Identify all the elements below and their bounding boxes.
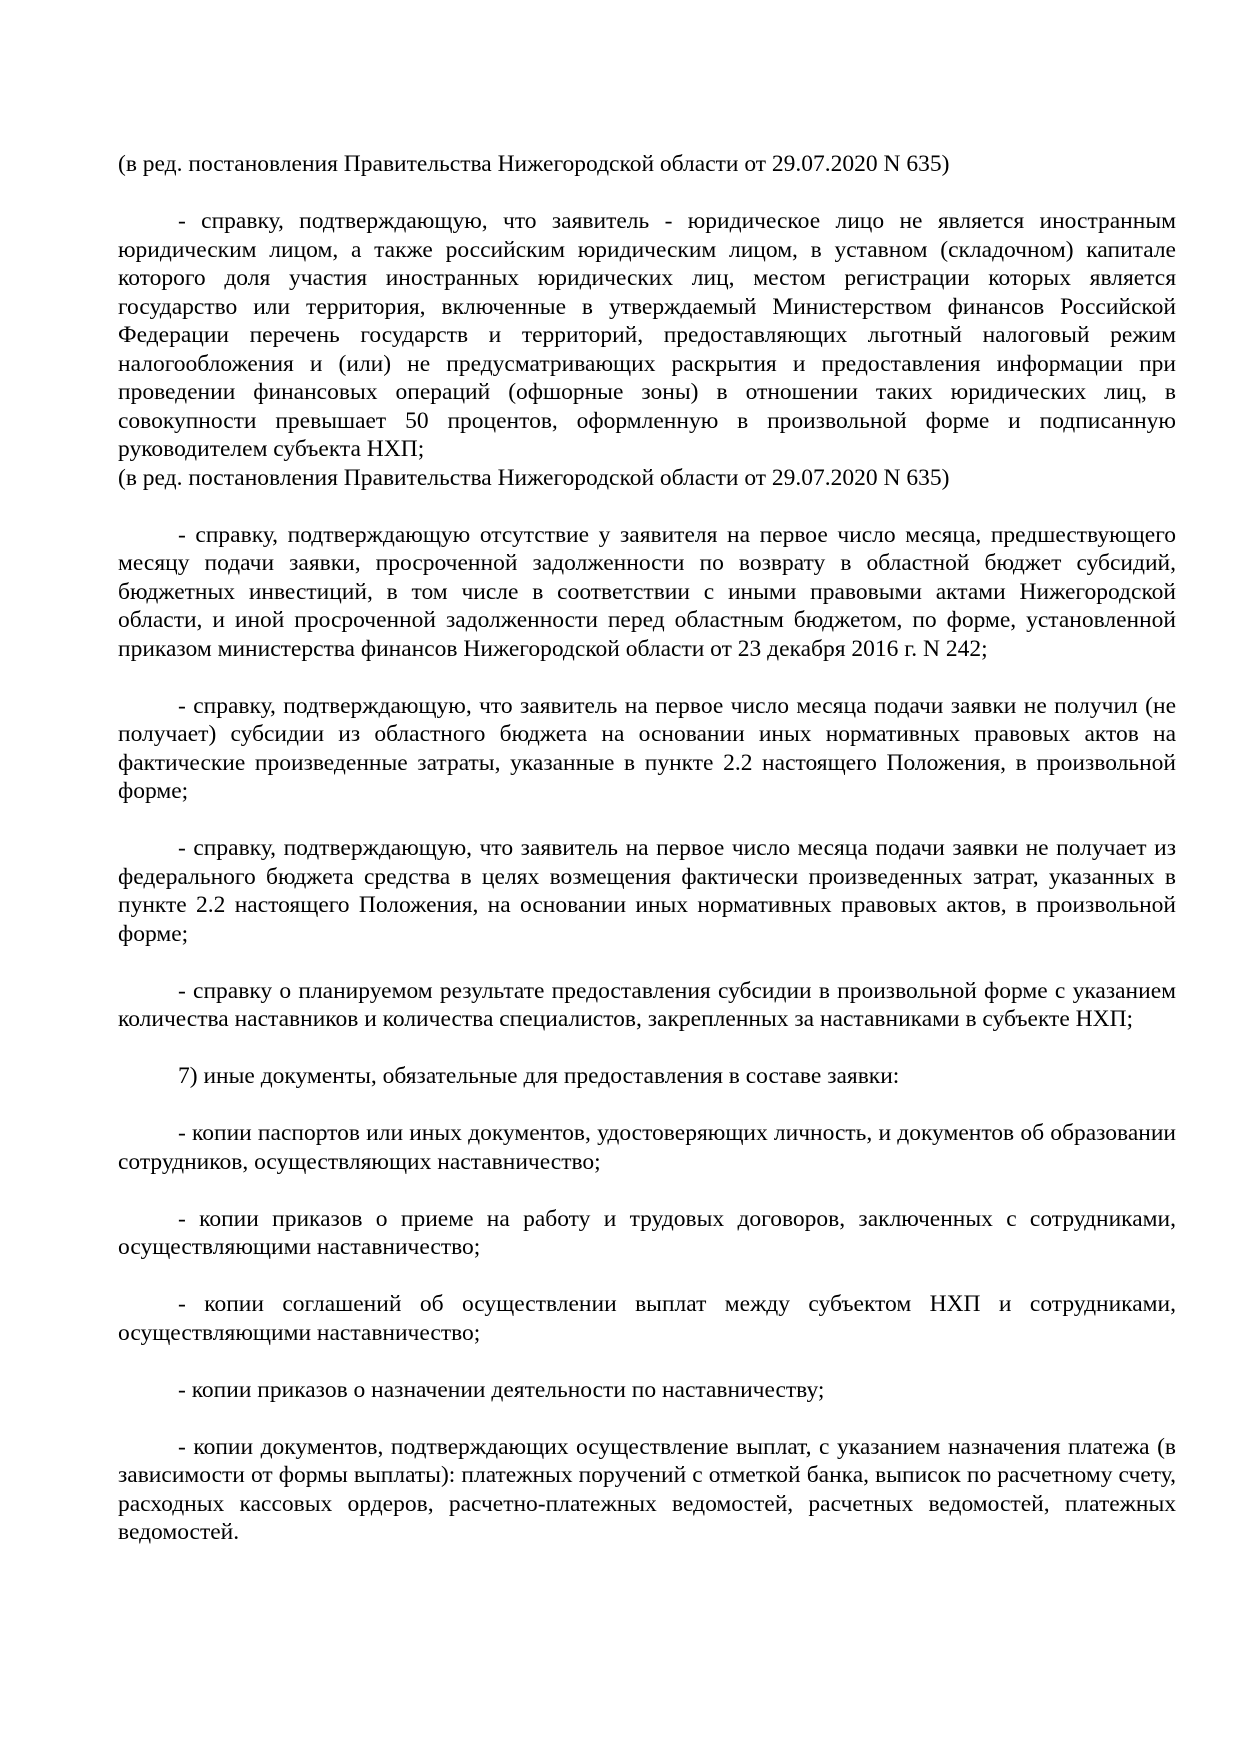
list-item-regional-subsidy-certificate: - справку, подтверждающую, что заявитель на первое число месяца подачи заявки не получил (не получает) субсидии из областного бюджета на основании иных нормативных правовых актов на фактические произведенные затраты, указанные в пункте 2.2 настоящего Положения, в произвольной форме;: [118, 692, 1176, 804]
list-item-mentorship-orders: - копии приказов о назначении деятельности по наставничеству;: [178, 1376, 825, 1403]
document-body: [118, 150, 1176, 1547]
amendment-note: (в ред. постановления Правительства Нижегородской области от 29.07.2020 N 635): [118, 151, 950, 177]
list-item-passport-copies: - копии паспортов или иных документов, удостоверяющих личность, и документов об образовании сотрудников, осуществляющих наставничество;: [118, 1120, 1176, 1175]
list-item-planned-result-certificate: - справку о планируемом результате предоставления субсидии в произвольной форме с указанием количества наставников и количества специалистов, закрепленных за наставниками в субъекте НХП;: [118, 977, 1176, 1032]
list-item-payment-agreements: - копии соглашений об осуществлении выплат между субъектом НХП и сотрудниками, осуществляющими наставничество;: [118, 1291, 1176, 1346]
list-item-federal-funds-certificate: - справку, подтверждающую, что заявитель на первое число месяца подачи заявки не получает из федерального бюджета средства в целях возмещения фактически произведенных затрат, указанных в пункте 2.2 настоящего Положения, на основании иных нормативных правовых актов, в произвольной форме;: [118, 835, 1176, 947]
amendment-note: (в ред. постановления Правительства Нижегородской области от 29.07.2020 N 635): [118, 464, 950, 491]
list-item-offshore-certificate: - справку, подтверждающую, что заявитель - юридическое лицо не является иностранным юридическим лицом, а также российским юридическим лицом, в уставном (складочном) капитале которого доля участия иностранных юридических лиц, местом регистрации которых является государство или территория, включенные в утверждаемый Министерством финансов Российской Федерации перечень государств и территорий, предоставляющих льготный налоговый режим налогообложения и (или) не предусматривающих раскрытия и предоставления информации при проведении финансовых операций (офшорные зоны) в отношении таких юридических лиц, в совокупности превышает 50 процентов, оформленную в произвольной форме и подписанную руководителем субъекта НХП;: [118, 208, 1176, 462]
list-item-debt-certificate: - справку, подтверждающую отсутствие у заявителя на первое число месяца, предшествующего месяцу подачи заявки, просроченной задолженности по возврату в областной бюджет субсидий, бюджетных инвестиций, в том числе в соответствии с иными правовыми актами Нижегородской области, и иной просроченной задолженности перед областным бюджетом, по форме, установленной приказом министерства финансов Нижегородской области от 23 декабря 2016 г. N 242;: [118, 521, 1176, 662]
list-item-payment-documents: - копии документов, подтверждающих осуществление выплат, с указанием назначения платежа (в зависимости от формы выплаты): платежных поручений с отметкой банка, выписок по расчетному счету, расходных кассовых ордеров, расчетно-платежных ведомостей, расчетных ведомостей, платежных ведомостей.: [118, 1433, 1176, 1545]
list-item-employment-orders: - копии приказов о приеме на работу и трудовых договоров, заключенных с сотрудниками, осуществляющими наставничество;: [118, 1205, 1176, 1260]
section-item-7: 7) иные документы, обязательные для предоставления в составе заявки:: [178, 1063, 900, 1089]
